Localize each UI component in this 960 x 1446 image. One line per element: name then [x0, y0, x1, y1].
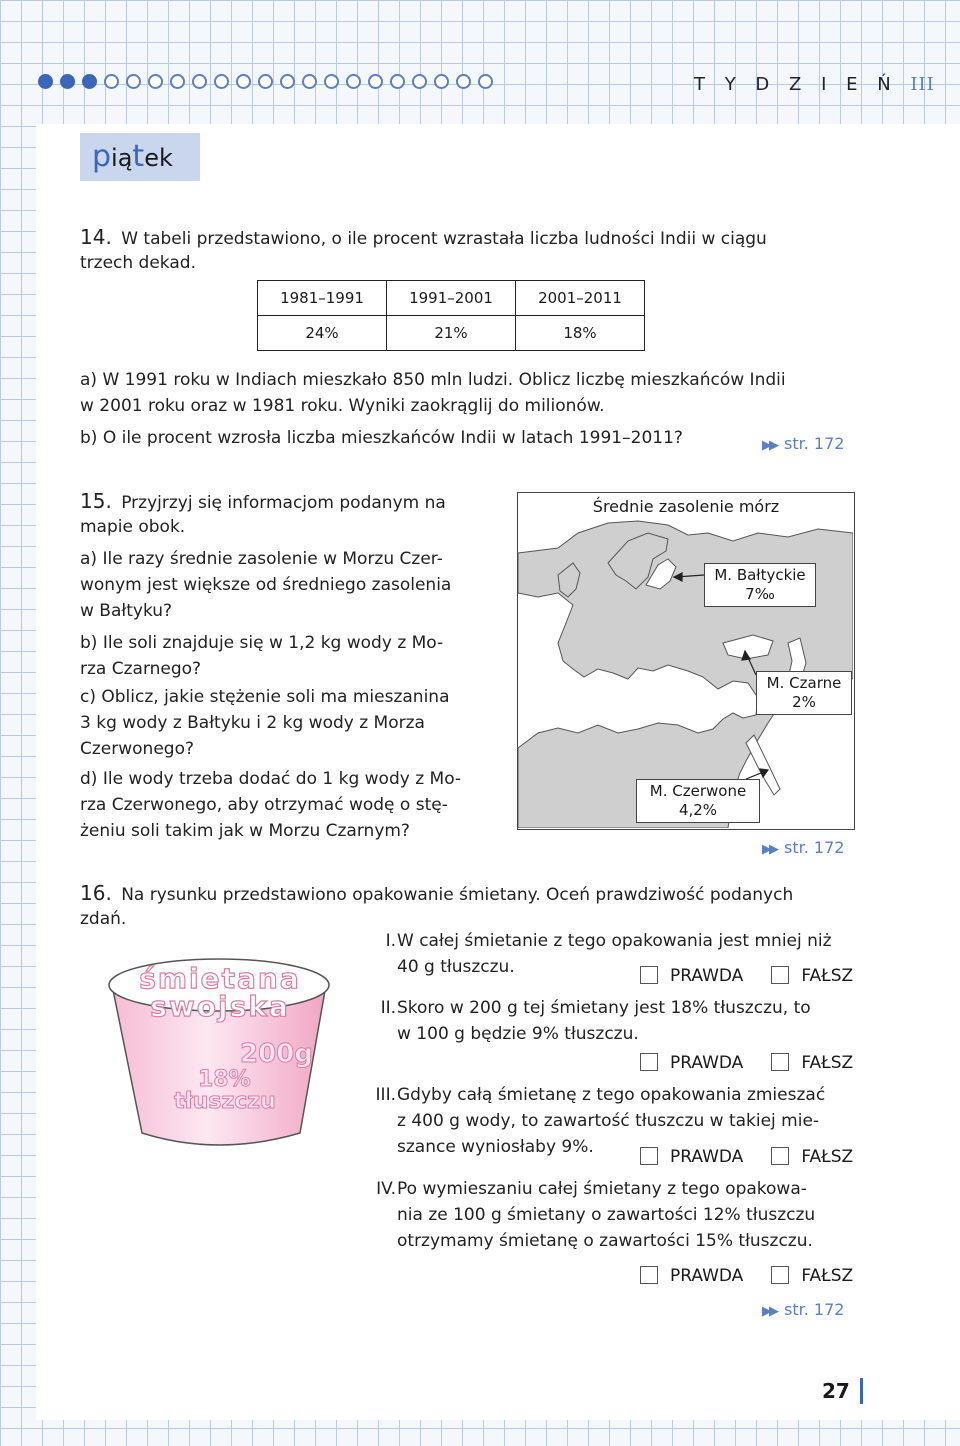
day-label: piątek [80, 133, 200, 181]
false-checkbox[interactable] [771, 1147, 789, 1165]
black-sea-label: M. Czarne 2% [756, 671, 852, 715]
progress-dot [324, 74, 339, 89]
table-cell: 18% [516, 316, 645, 351]
progress-dot [148, 74, 163, 89]
task-number: 15. [80, 489, 112, 513]
progress-dot [214, 74, 229, 89]
week-label: T Y D Z I E Ń III [694, 74, 935, 95]
true-checkbox[interactable] [640, 966, 658, 984]
false-checkbox[interactable] [771, 1053, 789, 1071]
task14-a-cont: w 2001 roku oraz w 1981 roku. Wyniki zaokrąglij do milionów. [80, 396, 605, 416]
true-checkbox[interactable] [640, 1266, 658, 1284]
package-weight: 200g [240, 1039, 313, 1069]
statement-number: IV. [376, 1179, 396, 1199]
task15-line: 15. Przyjrzyj się informacjom podanym na [80, 489, 446, 513]
task15-line: w Bałtyku? [80, 601, 173, 621]
task-number: 14. [80, 225, 112, 249]
reference-link[interactable]: ▶▶ str. 172 [762, 838, 845, 857]
statement-4: Po wymieszaniu całej śmietany z tego opakowa- [397, 1179, 807, 1199]
map-graphic [518, 493, 853, 828]
statement-4-cont: otrzymamy śmietanę o zawartości 15% tłuszczu. [397, 1231, 813, 1251]
task14-intro: 14. W tabeli przedstawiono, o ile procent wzrastała liczba ludności Indii w ciągu [80, 225, 767, 249]
true-checkbox[interactable] [640, 1147, 658, 1165]
task-number: 16. [80, 881, 112, 905]
progress-dot [60, 74, 75, 89]
statement-1-cont: 40 g tłuszczu. [397, 957, 515, 977]
statement-number: I. [385, 931, 396, 951]
statement-number: III. [375, 1085, 396, 1105]
statement-3-cont: z 400 g wody, to zawartość tłuszczu w takiej mie- [397, 1111, 820, 1131]
progress-dot [456, 74, 471, 89]
progress-dot [346, 74, 361, 89]
map-title: Średnie zasolenie mórz [592, 497, 780, 516]
task15-line: żeniu soli takim jak w Morzu Czarnym? [80, 821, 410, 841]
task15-line: mapie obok. [80, 517, 186, 537]
progress-dot [412, 74, 427, 89]
progress-dot [434, 74, 449, 89]
cream-package [100, 945, 340, 1155]
task15-line: c) Oblicz, jakie stężenie soli ma mieszanina [80, 687, 450, 707]
progress-dot [192, 74, 207, 89]
statement-number: II. [380, 998, 396, 1018]
answer-row-4: PRAWDA FAŁSZ [640, 1266, 853, 1286]
answer-row-3: PRAWDA FAŁSZ [640, 1147, 853, 1167]
reference-link[interactable]: ▶▶ str. 172 [762, 434, 845, 453]
statement-4-cont: nia ze 100 g śmietany o zawartości 12% tłuszczu [397, 1205, 816, 1225]
week-number: III [910, 74, 935, 95]
answer-row-1: PRAWDA FAŁSZ [640, 966, 853, 986]
table-row [258, 316, 645, 351]
table-row [258, 281, 645, 316]
progress-dot [280, 74, 295, 89]
progress-dot [170, 74, 185, 89]
task15-line: b) Ile soli znajduje się w 1,2 kg wody z Mo- [80, 633, 444, 653]
progress-dot [126, 74, 141, 89]
progress-dot [368, 74, 383, 89]
false-checkbox[interactable] [771, 966, 789, 984]
progress-dot [302, 74, 317, 89]
package-fat: 18% [198, 1067, 251, 1092]
statement-2-cont: w 100 g będzie 9% tłuszczu. [397, 1024, 639, 1044]
task14-b: b) O ile procent wzrosła liczba mieszkańców Indii w latach 1991–2011? [80, 428, 683, 448]
salinity-map [517, 492, 855, 830]
task14-intro-cont: trzech dekad. [80, 253, 196, 273]
red-sea-label: M. Czerwone 4,2% [636, 779, 760, 823]
page-number: 27 [822, 1378, 863, 1404]
task16-intro: 16. Na rysunku przedstawiono opakowanie śmietany. Oceń prawdziwość podanych [80, 881, 794, 905]
task15-line: d) Ile wody trzeba dodać do 1 kg wody z Mo- [80, 769, 462, 789]
progress-dot [82, 74, 97, 89]
statement-3: Gdyby całą śmietanę z tego opakowania zmieszać [397, 1085, 826, 1105]
task14-a: a) W 1991 roku w Indiach mieszkało 850 mln ludzi. Oblicz liczbę mieszkańców Indii [80, 370, 786, 390]
statement-2: Skoro w 200 g tej śmietany jest 18% tłuszczu, to [397, 998, 811, 1018]
progress-dot [38, 74, 53, 89]
progress-dot [104, 74, 119, 89]
task15-line: Czerwonego? [80, 739, 194, 759]
task15-line: rza Czarnego? [80, 659, 202, 679]
reference-link[interactable]: ▶▶ str. 172 [762, 1300, 845, 1319]
table-cell: 21% [387, 316, 516, 351]
false-checkbox[interactable] [771, 1266, 789, 1284]
population-growth-table [257, 280, 645, 351]
progress-dot [236, 74, 251, 89]
progress-dot [390, 74, 405, 89]
double-arrow-icon: ▶▶ [762, 842, 776, 857]
task15-line: wonym jest większe od średniego zasolenia [80, 575, 452, 595]
answer-row-2: PRAWDA FAŁSZ [640, 1053, 853, 1073]
double-arrow-icon: ▶▶ [762, 438, 776, 453]
package-name: śmietana swojska [139, 962, 301, 1023]
task15-line: a) Ile razy średnie zasolenie w Morzu Czer- [80, 549, 443, 569]
task16-intro-cont: zdań. [80, 909, 127, 929]
statement-3-cont: szance wyniosłaby 9%. [397, 1137, 594, 1157]
progress-dot [478, 74, 493, 89]
baltic-label: M. Bałtyckie 7‰ [704, 563, 816, 607]
package-fat-word: tłuszczu [174, 1089, 276, 1114]
task15-line: rza Czerwonego, aby otrzymać wodę o stę- [80, 795, 448, 815]
table-header-cell: 1991–2001 [387, 281, 516, 316]
week-progress-dots [38, 74, 493, 89]
statement-1: W całej śmietanie z tego opakowania jest mniej niż [397, 931, 832, 951]
task15-line: 3 kg wody z Bałtyku i 2 kg wody z Morza [80, 713, 425, 733]
table-header-cell: 2001–2011 [516, 281, 645, 316]
true-checkbox[interactable] [640, 1053, 658, 1071]
table-header-cell: 1981–1991 [258, 281, 387, 316]
double-arrow-icon: ▶▶ [762, 1304, 776, 1319]
table-cell: 24% [258, 316, 387, 351]
progress-dot [258, 74, 273, 89]
